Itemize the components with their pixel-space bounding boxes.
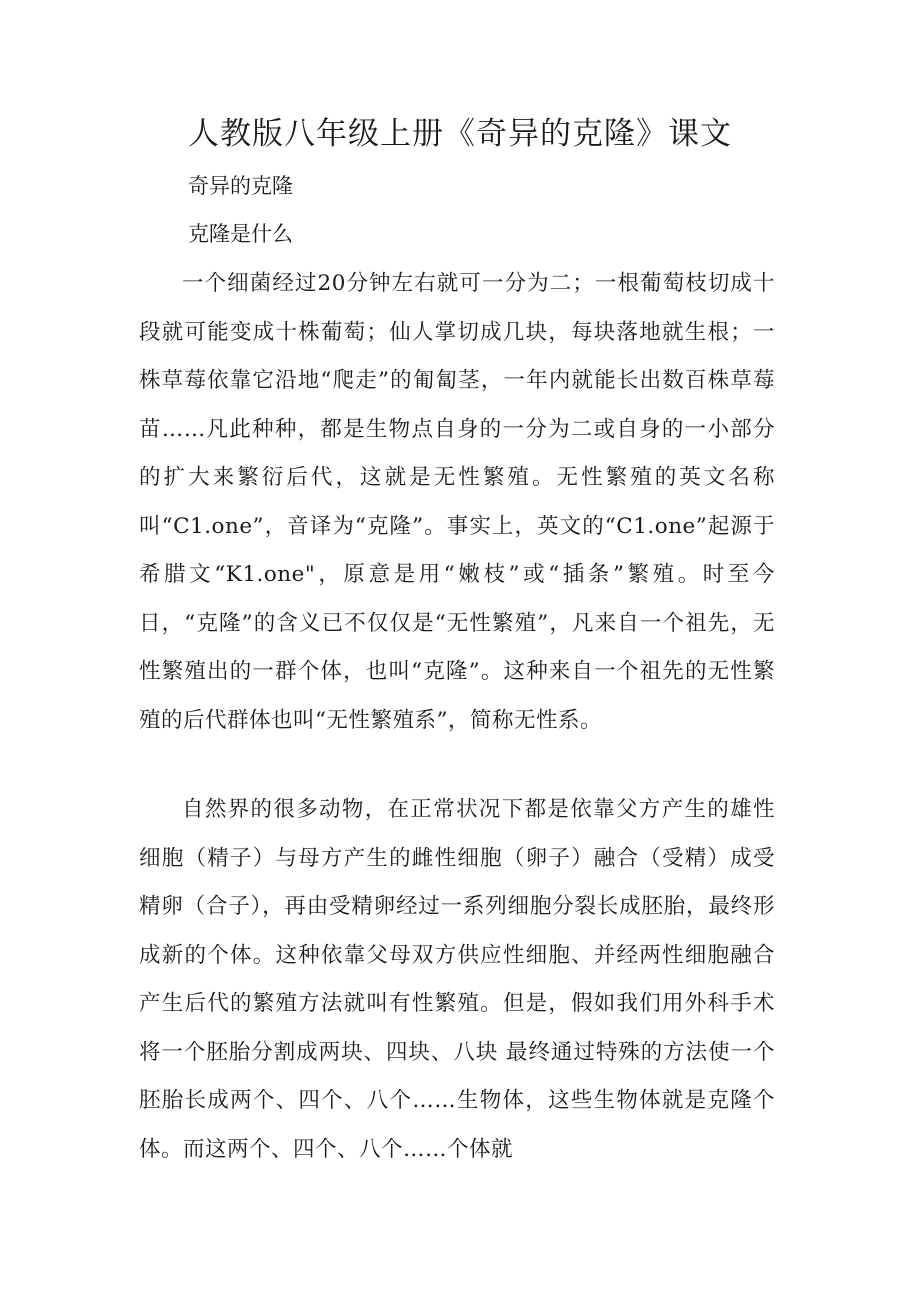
document-title: 人教版八年级上册《奇异的克隆》课文: [188, 116, 732, 152]
paragraph-2: 自然界的很多动物，在正常状况下都是依靠父方产生的雄性细胞（精子）与母方产生的雌性细胞（卵子）融合（受精）成受精卵（合子），再由受精卵经过一系列细胞分裂长成胚胎，最终形成新的个体。这种依靠父母双方供应性细胞、并经两性细胞融合产生后代的繁殖方法就叫有性繁殖。但是，假如我们用外科手术将一个胚胎分割成两块、四块、八块 最终通过特殊的方法使一个胚胎长成两个、四个、八个……生物体，这些生物体就是克隆个体。而这两个、四个、八个……个体就: [139, 797, 775, 1162]
section-heading: 克隆是什么: [188, 222, 293, 246]
document-subtitle: 奇异的克隆: [188, 174, 293, 198]
paragraph-1: 一个细菌经过20分钟左右就可一分为二；一根葡萄枝切成十段就可能变成十株葡萄；仙人掌切成几块，每块落地就生根；一株草莓依靠它沿地“爬走”的匍匐茎，一年内就能长出数百株草莓苗……凡此种种，都是生物点自身的一分为二或自身的一小部分的扩大来繁衍后代，这就是无性繁殖。无性繁殖的英文名称叫“C1.one”，音译为“克隆”。事实上，英文的“C1.one”起源于希腊文“K1.one"，原意是用“嫩枝”或“插条”繁殖。时至今日，“克隆”的含义已不仅仅是“无性繁殖”，凡来自一个祖先，无性繁殖出的一群个体，也叫“克隆”。这种来自一个祖先的无性繁殖的后代群体也叫“无性繁殖系”，简称无性系。: [139, 271, 775, 733]
